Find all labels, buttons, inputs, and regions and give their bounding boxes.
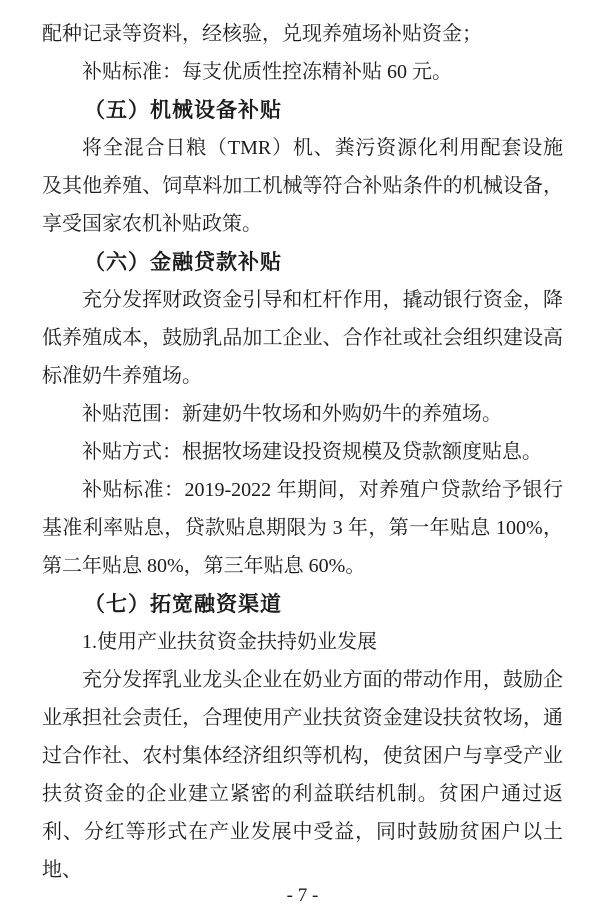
page-number: - 7 - (286, 885, 319, 906)
subsidy-method-paragraph: 补贴方式：根据牧场建设投资规模及贷款额度贴息。 (82, 441, 542, 463)
section-6-heading: （六）金融贷款补贴 (84, 250, 282, 274)
section-7-heading: （七）拓宽融资渠道 (84, 592, 282, 616)
machinery-subsidy-paragraph: 将全混合日粮（TMR）机、粪污资源化利用配套设施及其他养殖、饲草料加工机械等符合补贴条件的机械设备，享受国家农机补贴政策。 (42, 137, 563, 235)
subsidy-standard-frozen-semen-paragraph: 补贴标准：每支优质性控冻精补贴 60 元。 (82, 61, 452, 83)
section-5-heading: （五）机械设备补贴 (84, 98, 282, 122)
numbered-item-1: 1.使用产业扶贫资金扶持奶业发展 (82, 631, 377, 653)
finance-loan-intro-paragraph: 充分发挥财政资金引导和杠杆作用，撬动银行资金，降低养殖成本，鼓励乳品加工企业、合作社或社会组织建设高标准奶牛养殖场。 (42, 289, 563, 387)
subsidy-scope-paragraph: 补贴范围：新建奶牛牧场和外购奶牛的养殖场。 (82, 403, 502, 425)
document-content (42, 15, 563, 889)
subsidy-standard-loan-paragraph: 补贴标准：2019-2022 年期间，对养殖户贷款给予银行基准利率贴息，贷款贴息期限为 3 年，第一年贴息 100%，第二年贴息 80%，第三年贴息 60%。 (42, 479, 563, 577)
paragraph-continuation: 配种记录等资料，经核验，兑现养殖场补贴资金； (42, 23, 482, 45)
poverty-alleviation-paragraph: 充分发挥乳业龙头企业在奶业方面的带动作用，鼓励企业承担社会责任，合理使用产业扶贫资金建设扶贫牧场，通过合作社、农村集体经济组织等机构，使贫困户与享受产业扶贫资金的企业建立紧密的利益联结机制。贫困户通过返利、分红等形式在产业发展中受益，同时鼓励贫困户以土地、 (42, 669, 563, 881)
